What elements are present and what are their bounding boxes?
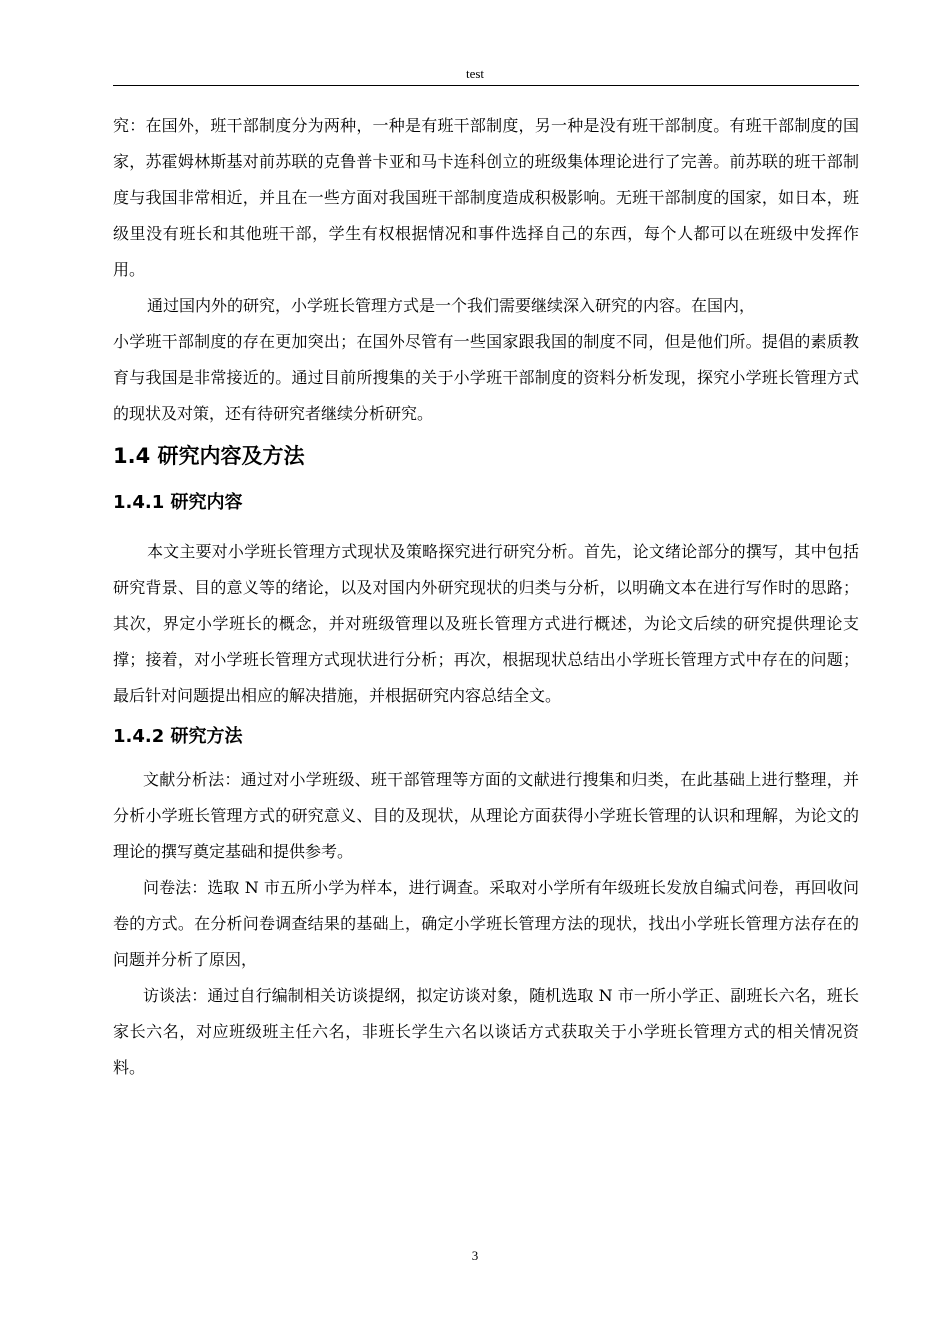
paragraph-foreign-research: 究：在国外，班干部制度分为两种，一种是有班干部制度，另一种是没有班干部制度。有班干部制度的国家，苏霍姆林斯基对前苏联的克鲁普卡亚和马卡连科创立的班级集体理论进行了完善。前苏联的班干部制度与我国非常相近，并且在一些方面对我国班干部制度造成积极影响。无班干部制度的国家，如日本，班级里没有班长和其他班干部，学生有权根据情况和事件选择自己的东西，每个人都可以在班级中发挥作用。 [113, 116, 859, 279]
paragraph-summary-cont: 小学班干部制度的存在更加突出；在国外尽管有一些国家跟我国的制度不同，但是他们所。提倡的素质教育与我国是非常接近的。通过目前所搜集的关于小学班干部制度的资料分析发现，探究小学班长管理方式的现状及对策，还有待研究者继续分析研究。 [113, 332, 859, 423]
paragraph-summary-line1: 通过国内外的研究，小学班长管理方式是一个我们需要继续深入研究的内容。在国内， [147, 296, 756, 315]
document-body [113, 108, 859, 1086]
heading-research-method: 1.4.2 研究方法 [113, 726, 243, 747]
page-header: test [465, 66, 485, 81]
heading-section-1-4: 1.4 研究内容及方法 [113, 444, 305, 468]
paragraph-interview-method: 访谈法：通过自行编制相关访谈提纲，拟定访谈对象，随机选取 N 市一所小学正、副班长六名，班长家长六名，对应班级班主任六名，非班长学生六名以谈话方式获取关于小学班长管理方式的相关情况资料。 [113, 986, 859, 1077]
heading-research-content: 1.4.1 研究内容 [113, 492, 243, 513]
page-number: 3 [471, 1248, 479, 1263]
paragraph-questionnaire-method: 问卷法：选取 N 市五所小学为样本，进行调查。采取对小学所有年级班长发放自编式问卷，再回收问卷的方式。在分析问卷调查结果的基础上，确定小学班长管理方法的现状，找出小学班长管理方法存在的问题并分析了原因， [113, 878, 859, 969]
header-divider [113, 85, 859, 86]
paragraph-research-content: 本文主要对小学班长管理方式现状及策略探究进行研究分析。首先，论文绪论部分的撰写，其中包括研究背景、目的意义等的绪论，以及对国内外研究现状的归类与分析，以明确文本在进行写作时的思路；其次，界定小学班长的概念，并对班级管理以及班长管理方式进行概述，为论文后续的研究提供理论支撑；接着，对小学班长管理方式现状进行分析；再次，根据现状总结出小学班长管理方式中存在的问题；最后针对问题提出相应的解决措施，并根据研究内容总结全文。 [113, 542, 859, 705]
paragraph-literature-method: 文献分析法：通过对小学班级、班干部管理等方面的文献进行搜集和归类，在此基础上进行整理，并分析小学班长管理方式的研究意义、目的及现状，从理论方面获得小学班长管理的认识和理解，为论文的理论的撰写奠定基础和提供参考。 [113, 770, 859, 861]
